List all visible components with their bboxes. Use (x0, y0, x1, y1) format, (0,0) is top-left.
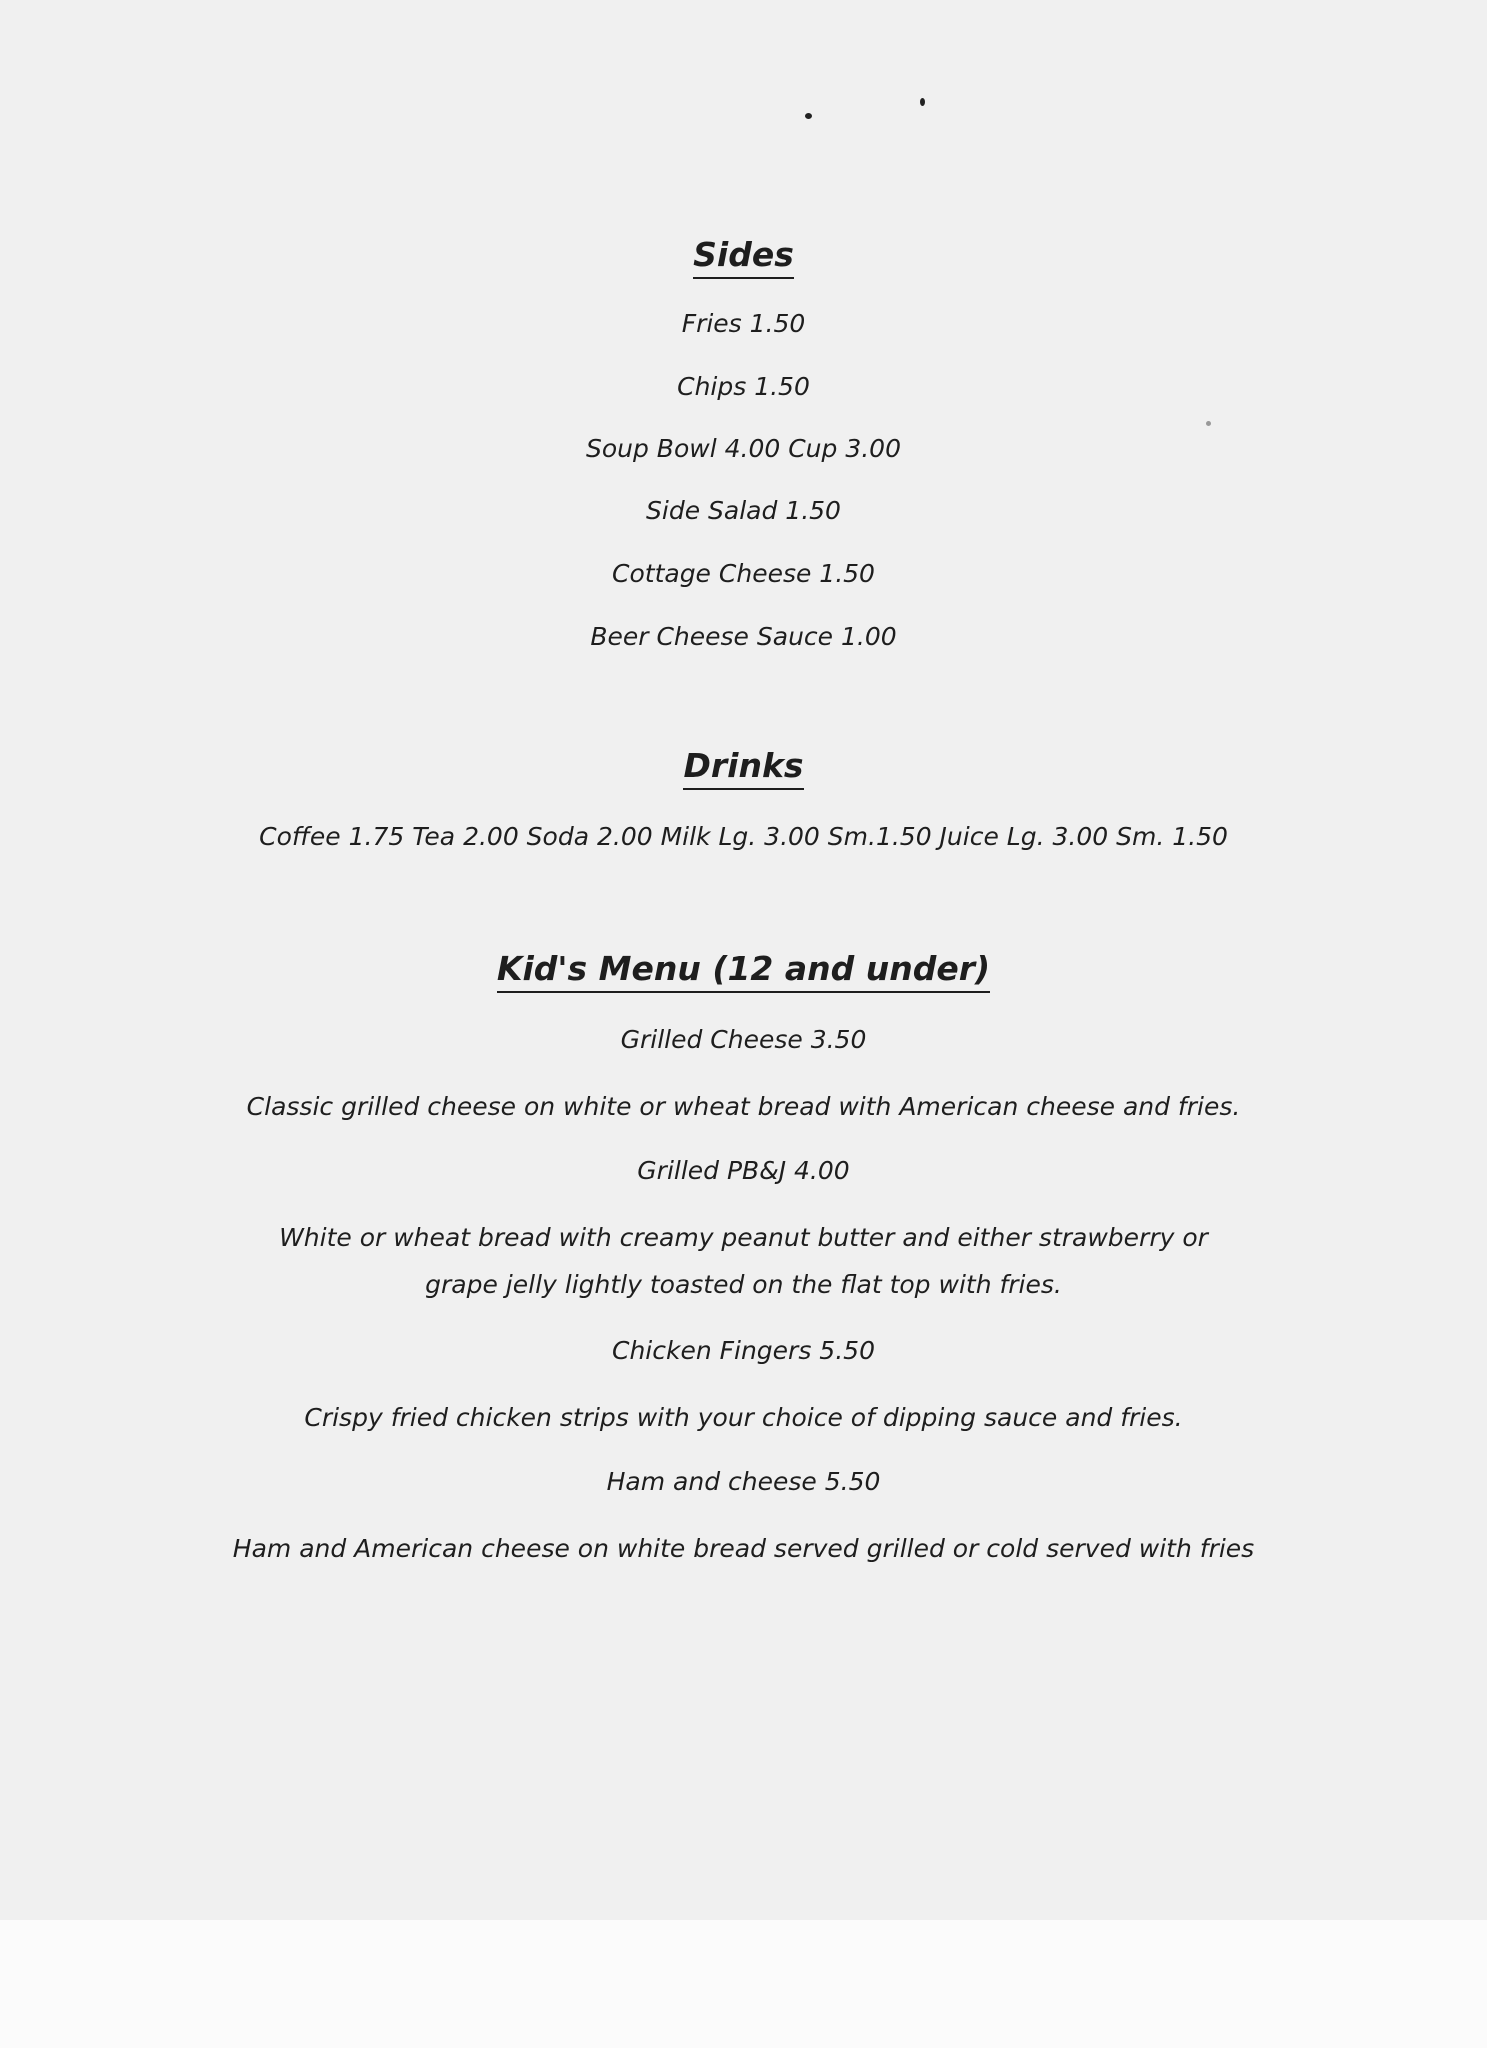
drinks-heading: Drinks (0, 749, 1487, 782)
kids-item-name: Chicken Fingers 5.50 (612, 1336, 875, 1365)
kids-item-name: Ham and cheese 5.50 (606, 1467, 881, 1496)
kids-item-name: Grilled Cheese 3.50 (620, 1025, 867, 1054)
sides-item: Fries 1.50 (681, 309, 806, 338)
kids-item-description: grape jelly lightly toasted on the flat top with fries. (425, 1270, 1062, 1299)
kids-item-name: Grilled PB&J 4.00 (637, 1156, 850, 1185)
page-speck (805, 113, 812, 119)
sides-item: Chips 1.50 (677, 372, 810, 401)
scan-bottom-margin (0, 1920, 1487, 2048)
kids-menu-heading: Kid's Menu (12 and under) (0, 952, 1487, 985)
drinks-line: Coffee 1.75 Tea 2.00 Soda 2.00 Milk Lg. 3.00 Sm.1.50 Juice Lg. 3.00 Sm. 1.50 (259, 822, 1228, 851)
kids-item-description: Classic grilled cheese on white or wheat bread with American cheese and fries. (246, 1092, 1241, 1121)
page-speck (1206, 421, 1211, 426)
sides-item: Cottage Cheese 1.50 (612, 559, 875, 588)
sides-heading: Sides (0, 238, 1487, 271)
page-speck (920, 98, 925, 106)
kids-item-description: Crispy fried chicken strips with your choice of dipping sauce and fries. (304, 1403, 1183, 1432)
sides-item: Side Salad 1.50 (646, 496, 841, 525)
sides-item: Soup Bowl 4.00 Cup 3.00 (585, 434, 901, 463)
kids-item-description: White or wheat bread with creamy peanut butter and either strawberry or (279, 1223, 1208, 1252)
sides-item: Beer Cheese Sauce 1.00 (590, 622, 897, 651)
kids-item-description: Ham and American cheese on white bread served grilled or cold served with fries (232, 1534, 1255, 1563)
